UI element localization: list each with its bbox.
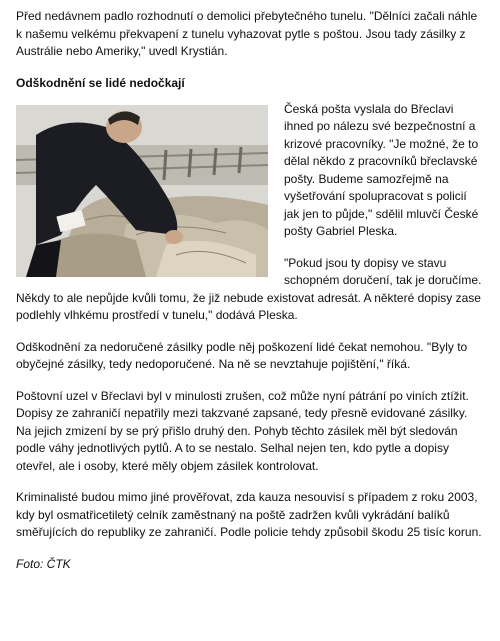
article-paragraph: Poštovní uzel v Břeclavi byl v minulosti zrušen, což může nyní pátrání po viních ztížit. Dopisy ze zahraničí nepatřily mezi takzvané zapsané, tedy přesně evidované zásilky. Na jejich zmizení by se prý přišlo druhý den. Pohyb těchto zásilek měl být sledován podle váhy jednotlivých pytlů. A to se nestalo. Selhal nejen ten, kdo pytle a dopisy otevřel, ale i osoby, které měly objem zásilek kontrolovat. [16, 388, 469, 473]
photo-credit: Foto: ČTK [16, 556, 71, 571]
article-paragraph: Česká pošta vyslala do Břeclavi ihned po nálezu své bezpečnostní a krizové pracovníky. "Je možné, že to dělal někdo z pracovníků břeclavské pošty. Budeme samozřejmě na vyšetřování spolupracovat s policií jak jen to půjde," sdělil mluvčí České pošty Gabriel Pleska. [284, 101, 479, 238]
article-subheading: Odškodnění se lidé nedočkají [16, 75, 185, 90]
article-paragraph: Před nedávnem padlo rozhodnutí o demolici přebytečného tunelu. "Dělníci začali náhle k našemu velkému překvapení z tunelu vyhazovat pytle s poštou. Jsou tady zásilky z Austrálie nebo Ameriky," uvedl Krystián. [16, 9, 478, 58]
article-photo [16, 105, 268, 277]
article-paragraph: Odškodnění za nedoručené zásilky podle něj poškození lidé čekat nemohou. "Byly to obyčejné zásilky, tedy nedoporučené. Na ně se nevztahuje pojištění," říká. [16, 339, 468, 371]
article-paragraph: "Pokud jsou ty dopisy ve stavu schopném doručení, tak je doručíme. Někdy to ale nepůjde kvůli tomu, že již nebude existovat adresát. A některé dopisy zase podlehly vlhkému prostředí v tunelu," dodává Pleska. [16, 255, 482, 322]
article-paragraph: Kriminalisté budou mimo jiné prověřovat, zda kauza nesouvisí s případem z roku 2003, kdy byl osmatřicetiletý celník zaměstnaný na poště zadržen kvůli vykrádání balíků směřujících do republiky ze zahraničí. Podle policie tehdy způsobil škodu 25 tisíc korun. [16, 490, 482, 539]
